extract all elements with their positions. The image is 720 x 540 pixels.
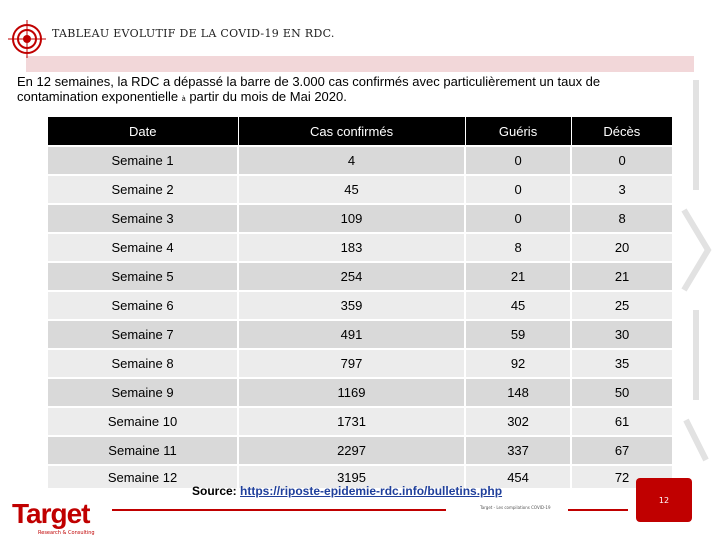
- cell-confirmed: 109: [238, 204, 465, 233]
- cell-recovered: 0: [465, 175, 571, 204]
- cell-deaths: 50: [571, 378, 672, 407]
- page-number: 12: [658, 495, 670, 505]
- cell-deaths: 30: [571, 320, 672, 349]
- header-band: [26, 56, 694, 72]
- cell-date: Semaine 10: [48, 407, 238, 436]
- table-row: [48, 262, 672, 291]
- cell-deaths: 35: [571, 349, 672, 378]
- cell-date: Semaine 5: [48, 262, 238, 291]
- cell-recovered: 454: [465, 465, 571, 488]
- cell-deaths: 72: [571, 465, 672, 488]
- table-row: [48, 407, 672, 436]
- intro-small-text: à: [181, 96, 186, 103]
- covid-table: [48, 117, 672, 488]
- table-row: [48, 204, 672, 233]
- cell-date: Semaine 1: [48, 146, 238, 175]
- cell-confirmed: 3195: [238, 465, 465, 488]
- cell-confirmed: 1731: [238, 407, 465, 436]
- cell-deaths: 8: [571, 204, 672, 233]
- cell-recovered: 21: [465, 262, 571, 291]
- table-header-row: [48, 117, 672, 146]
- cell-recovered: 148: [465, 378, 571, 407]
- cell-recovered: 8: [465, 233, 571, 262]
- header-deaths: Décès: [571, 117, 672, 146]
- cell-confirmed: 183: [238, 233, 465, 262]
- cell-date: Semaine 12: [48, 465, 238, 488]
- source-link[interactable]: https://riposte-epidemie-rdc.info/bulletins.php: [240, 484, 503, 498]
- cell-recovered: 92: [465, 349, 571, 378]
- footer-divider: [112, 509, 446, 511]
- table-row: [48, 320, 672, 349]
- cell-deaths: 25: [571, 291, 672, 320]
- cell-confirmed: 797: [238, 349, 465, 378]
- cell-deaths: 21: [571, 262, 672, 291]
- footer-divider-right: [568, 509, 628, 511]
- table-row: [48, 175, 672, 204]
- header-confirmed: Cas confirmés: [238, 117, 465, 146]
- table-row: [48, 378, 672, 407]
- cell-deaths: 0: [571, 146, 672, 175]
- cell-deaths: 20: [571, 233, 672, 262]
- intro-end-text: partir du mois de Mai 2020.: [189, 89, 347, 104]
- cell-date: Semaine 2: [48, 175, 238, 204]
- table-row: [48, 349, 672, 378]
- cell-deaths: 3: [571, 175, 672, 204]
- source-line: [192, 484, 502, 498]
- cell-date: Semaine 7: [48, 320, 238, 349]
- cell-confirmed: 2297: [238, 436, 465, 465]
- intro-paragraph: [17, 74, 677, 107]
- cell-recovered: 59: [465, 320, 571, 349]
- cell-confirmed: 45: [238, 175, 465, 204]
- cell-recovered: 337: [465, 436, 571, 465]
- source-label: Source:: [192, 484, 237, 498]
- cell-recovered: 45: [465, 291, 571, 320]
- page-number-badge: [636, 478, 692, 522]
- header-recovered: Guéris: [465, 117, 571, 146]
- table-row: [48, 146, 672, 175]
- cell-recovered: 0: [465, 204, 571, 233]
- cell-confirmed: 1169: [238, 378, 465, 407]
- cell-confirmed: 359: [238, 291, 465, 320]
- cell-date: Semaine 3: [48, 204, 238, 233]
- cell-confirmed: 4: [238, 146, 465, 175]
- target-logo-subtitle: Research & Consulting: [38, 530, 95, 536]
- cell-date: Semaine 11: [48, 436, 238, 465]
- cell-date: Semaine 8: [48, 349, 238, 378]
- target-logo-text: Target: [12, 498, 90, 529]
- table-row: [48, 436, 672, 465]
- cell-confirmed: 254: [238, 262, 465, 291]
- cell-date: Semaine 6: [48, 291, 238, 320]
- cell-recovered: 0: [465, 146, 571, 175]
- intro-text: En 12 semaines, la RDC a dépassé la barre de 3.000 cas confirmés avec particulièrement un taux de contamination exponentielle: [17, 74, 601, 104]
- cell-deaths: 67: [571, 436, 672, 465]
- cell-date: Semaine 4: [48, 233, 238, 262]
- cell-deaths: 61: [571, 407, 672, 436]
- cell-date: Semaine 9: [48, 378, 238, 407]
- header-date: Date: [48, 117, 238, 146]
- cell-recovered: 302: [465, 407, 571, 436]
- target-logo-icon: [8, 20, 46, 58]
- page-title: TABLEAU EVOLUTIF DE LA COVID-19 EN RDC.: [52, 27, 335, 40]
- side-decoration: [676, 70, 716, 470]
- footer-note: Target - Les compilations COVID-19: [480, 505, 551, 510]
- table-row: [48, 291, 672, 320]
- cell-confirmed: 491: [238, 320, 465, 349]
- table-row: [48, 233, 672, 262]
